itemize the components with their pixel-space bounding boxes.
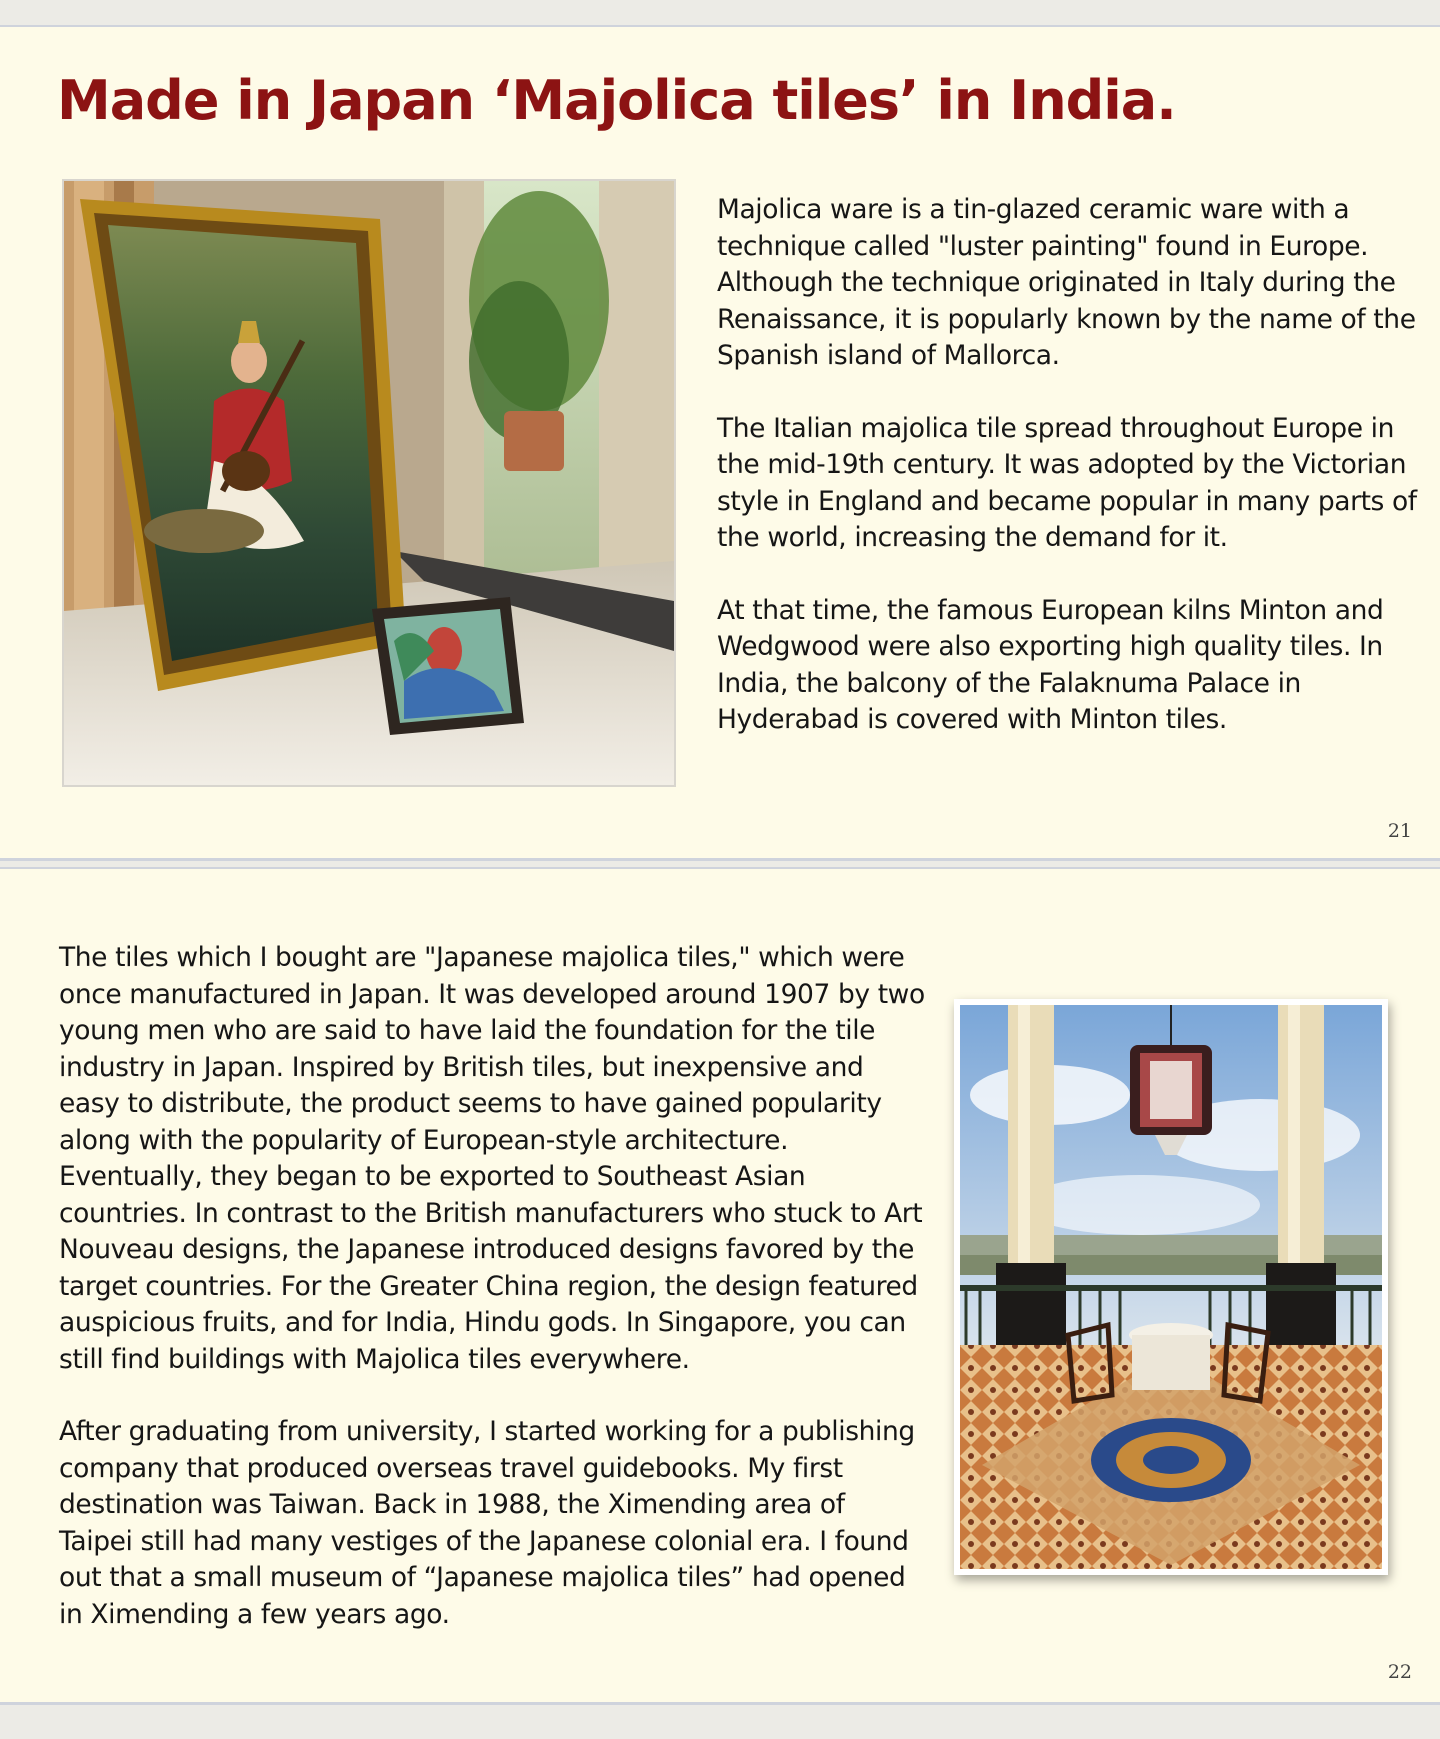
paragraph: After graduating from university, I started working for a publishing company that produced overseas travel guidebooks. My first destination was Taiwan. Back in 1988, the Ximending area of Taipei still had many vestiges of the Japanese colonial era. I found out that a small museum of “Japanese majolica tiles” had opened in Ximending a few years ago. [59, 1416, 915, 1630]
page21-text [717, 192, 1417, 775]
saraswati-painting-photo [62, 179, 676, 787]
paragraph: Majolica ware is a tin-glazed ceramic ware with a technique called "luster painting" found in Europe. Although the technique originated in Italy during the Renaissance, it is popularly known by the name of the Spanish island of Mallorca. [717, 194, 1416, 371]
page-22 [0, 867, 1440, 1705]
page-title: Made in Japan ‘Majolica tiles’ in India. [57, 69, 1176, 132]
paragraph: At that time, the famous European kilns Minton and Wedgwood were also exporting high quality tiles. In India, the balcony of the Falaknuma Palace in Hyderabad is covered with Minton tiles. [717, 594, 1384, 735]
page-number: 22 [1387, 1661, 1412, 1683]
paragraph: The tiles which I bought are "Japanese majolica tiles," which were once manufactured in Japan. It was developed around 1907 by two young men who are said to have laid the foundation for the tile industry in Japan. Inspired by British tiles, but inexpensive and easy to distribute, the product seems to have gained popularity along with the popularity of European-style architecture. Eventually, they began to be exported to Southeast Asian countries. In contrast to the British manufacturers who stuck to Art Nouveau designs, the Japanese introduced designs favored by the target countries. For the Greater China region, the design featured auspicious fruits, and for India, Hindu gods. In Singapore, you can still find buildings with Majolica tiles everywhere. [59, 942, 925, 1375]
page22-text [59, 940, 925, 1669]
paragraph: The Italian majolica tile spread throughout Europe in the mid-19th century. It was adopted by the Victorian style in England and became popular in many parts of the world, increasing the demand for it. [717, 412, 1417, 553]
page-21 [0, 25, 1440, 861]
page-number: 21 [1387, 820, 1412, 842]
falaknuma-balcony-photo [954, 999, 1388, 1575]
